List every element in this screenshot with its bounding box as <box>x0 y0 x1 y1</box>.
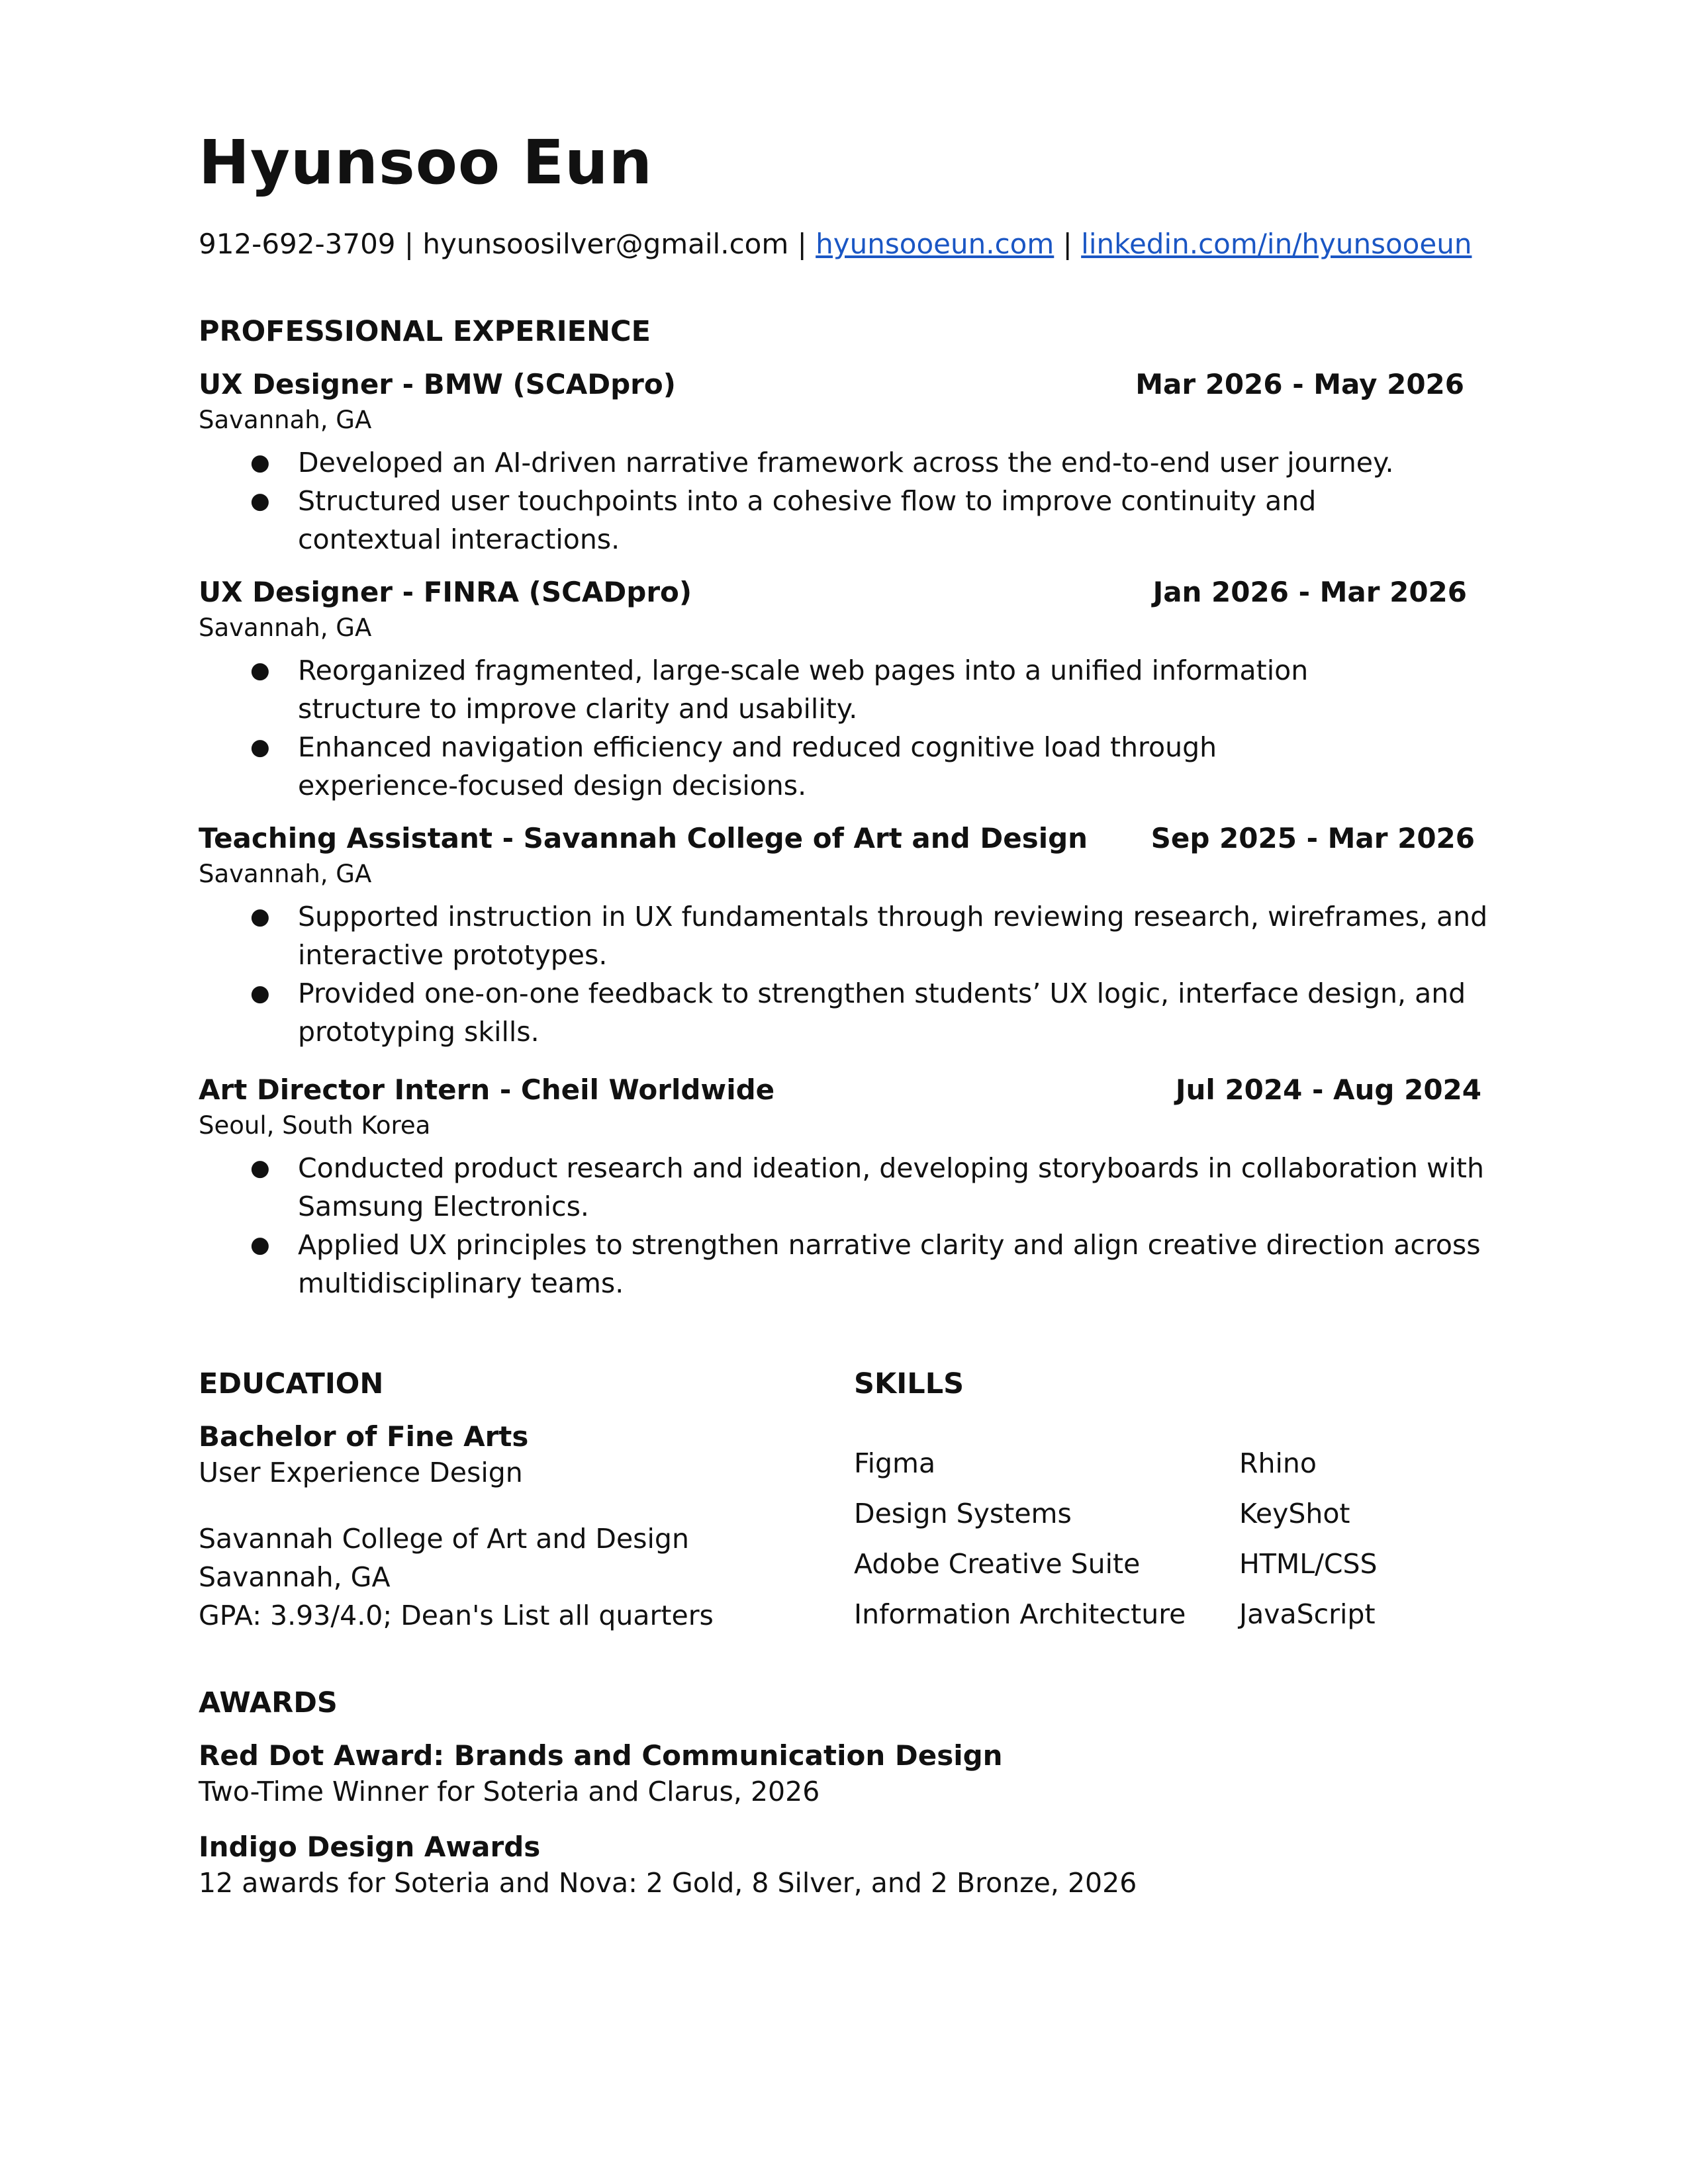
separator: | <box>1062 228 1072 260</box>
job-dates: Sep 2025 - Mar 2026 <box>1150 822 1475 854</box>
job-title: Art Director Intern - Cheil Worldwide <box>199 1073 775 1106</box>
education-skills-row <box>199 1367 1489 1645</box>
job-dates: Jul 2024 - Aug 2024 <box>1175 1073 1481 1106</box>
bullet-item: ● Enhanced navigation efficiency and reduced cognitive load through experience-focused design decisions. <box>199 728 1324 805</box>
bullet-icon: ● <box>250 734 270 760</box>
bullet-item: ● Applied UX principles to strengthen narrative clarity and align creative direction across multidisciplinary teams. <box>199 1226 1489 1302</box>
skills-grid <box>854 1444 1489 1633</box>
bullet-item: ● Reorganized fragmented, large-scale web pages into a unified information structure to improve clarity and usability. <box>199 651 1324 728</box>
linkedin-link[interactable]: linkedin.com/in/hyunsooeun <box>1081 228 1472 260</box>
job-title: UX Designer - BMW (SCADpro) <box>199 368 676 400</box>
award-description: Two-Time Winner for Soteria and Clarus, 2026 <box>199 1776 820 1807</box>
phone-number: 912-692-3709 <box>199 228 396 260</box>
award-description: 12 awards for Soteria and Nova: 2 Gold, 8 Silver, and 2 Bronze, 2026 <box>199 1867 1137 1899</box>
job-entry <box>199 822 1488 1051</box>
job-dates: Mar 2026 - May 2026 <box>1135 368 1464 400</box>
awards-section <box>199 1686 1489 1902</box>
bullet-item: ● Conducted product research and ideation, developing storyboards in collaboration with Samsung Electronics. <box>199 1149 1489 1226</box>
candidate-name: Hyunsoo Eun <box>199 127 653 198</box>
job-entry <box>199 368 1464 559</box>
skills-section <box>854 1367 1489 1633</box>
award-title: Indigo Design Awards <box>199 1831 541 1863</box>
degree-title: Bachelor of Fine Arts <box>199 1420 529 1453</box>
website-link[interactable]: hyunsooeun.com <box>816 228 1055 260</box>
separator: | <box>404 228 414 260</box>
bullet-item: ● Provided one-on-one feedback to strengthen students’ UX logic, interface design, and prototyping skills. <box>199 974 1489 1051</box>
education-section <box>199 1367 834 1635</box>
skill-item: KeyShot <box>1239 1498 1350 1529</box>
section-heading: PROFESSIONAL EXPERIENCE <box>199 315 651 348</box>
section-heading: SKILLS <box>854 1367 964 1400</box>
job-location: Savannah, GA <box>199 406 372 434</box>
skill-item: JavaScript <box>1239 1598 1376 1630</box>
section-heading: EDUCATION <box>199 1367 384 1400</box>
school-location: Savannah, GA <box>199 1561 391 1593</box>
experience-section <box>199 315 1489 1302</box>
skill-item: Adobe Creative Suite <box>854 1548 1141 1580</box>
skill-item: Figma <box>854 1447 936 1479</box>
bullet-item: ● Developed an AI-driven narrative framework across the end-to-end user journey. <box>199 443 1464 482</box>
job-location: Savannah, GA <box>199 614 372 642</box>
job-location: Seoul, South Korea <box>199 1111 431 1140</box>
job-location: Savannah, GA <box>199 860 372 888</box>
job-title: Teaching Assistant - Savannah College of Art and Design <box>199 822 1088 854</box>
degree-major: User Experience Design <box>199 1457 523 1488</box>
bullet-item: ● Structured user touchpoints into a cohesive flow to improve continuity and contextual interactions. <box>199 482 1464 559</box>
skill-item: Design Systems <box>854 1498 1072 1529</box>
bullet-icon: ● <box>250 980 270 1007</box>
job-dates: Jan 2026 - Mar 2026 <box>1152 576 1467 608</box>
bullet-icon: ● <box>250 657 270 684</box>
bullet-icon: ● <box>250 1155 270 1181</box>
bullet-icon: ● <box>250 449 270 476</box>
job-entry <box>199 1073 1484 1302</box>
email-address: hyunsoosilver@gmail.com <box>422 228 789 260</box>
gpa-line: GPA: 3.93/4.0; Dean's List all quarters <box>199 1600 714 1631</box>
bullet-item: ● Supported instruction in UX fundamentals through reviewing research, wireframes, and interactive prototypes. <box>199 897 1489 974</box>
job-entry <box>199 576 1467 805</box>
skill-item: HTML/CSS <box>1239 1548 1378 1580</box>
skill-item: Rhino <box>1239 1447 1317 1479</box>
bullet-icon: ● <box>250 903 270 930</box>
skill-item: Information Architecture <box>854 1598 1186 1630</box>
bullet-icon: ● <box>250 1232 270 1258</box>
resume-page <box>199 127 1489 1902</box>
award-title: Red Dot Award: Brands and Communication Design <box>199 1739 1003 1772</box>
bullet-icon: ● <box>250 488 270 514</box>
contact-line <box>199 228 1489 261</box>
separator: | <box>797 228 807 260</box>
school-name: Savannah College of Art and Design <box>199 1523 689 1555</box>
section-heading: AWARDS <box>199 1686 338 1719</box>
job-title: UX Designer - FINRA (SCADpro) <box>199 576 692 608</box>
